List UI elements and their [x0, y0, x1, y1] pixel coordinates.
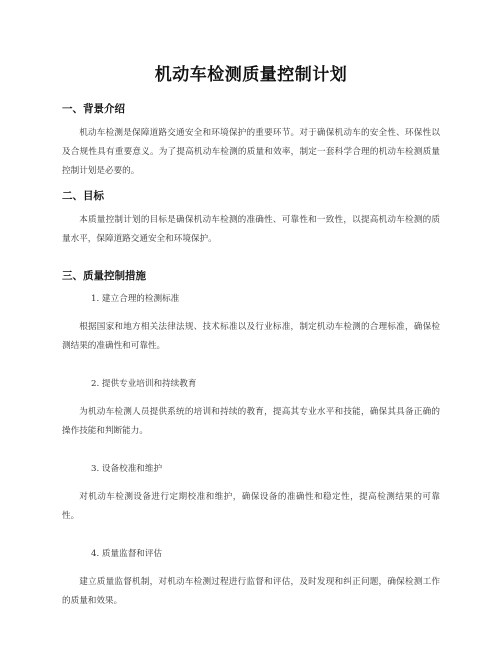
section-paragraph-goals: 本质量控制计划的目标是确保机动车检测的准确性、可靠性和一致性，以提高机动车检测的质量水平，保障道路交通安全和环境保护。 — [62, 215, 440, 244]
measure-item-label: 3. 设备校准和维护 — [91, 464, 163, 474]
section-paragraph-background: 机动车检测是保障道路交通安全和环境保护的重要环节。对于确保机动车的安全性、环保性以及合规性具有重要意义。为了提高机动车检测的质量和效率，制定一套科学合理的机动车检测质量控制计划是必要的。 — [62, 128, 440, 176]
measure-item-text: 为机动车检测人员提供系统的培训和持续的教育，提高其专业水平和技能，确保其具备正确的操作技能和判断能力。 — [62, 407, 440, 436]
measure-item-label: 1. 建立合理的检测标准 — [91, 294, 180, 304]
measure-item-label: 4. 质量监督和评估 — [91, 549, 163, 559]
section-heading-goals: 二、目标 — [62, 190, 104, 202]
document-title: 机动车检测质量控制计划 — [154, 65, 348, 85]
measure-item-label: 2. 提供专业培训和持续教育 — [91, 379, 197, 389]
measure-item-text: 建立质量监督机制，对机动车检测过程进行监督和评估，及时发现和纠正问题，确保检测工作的质量和效果。 — [62, 577, 440, 606]
measure-item-text: 根据国家和地方相关法律法规、技术标准以及行业标准，制定机动车检测的合理标准，确保检测结果的准确性和可靠性。 — [62, 322, 440, 351]
measure-item-text: 对机动车检测设备进行定期校准和维护，确保设备的准确性和稳定性，提高检测结果的可靠性。 — [62, 492, 440, 521]
section-heading-background: 一、背景介绍 — [62, 103, 125, 115]
section-heading-measures: 三、质量控制措施 — [62, 270, 146, 282]
